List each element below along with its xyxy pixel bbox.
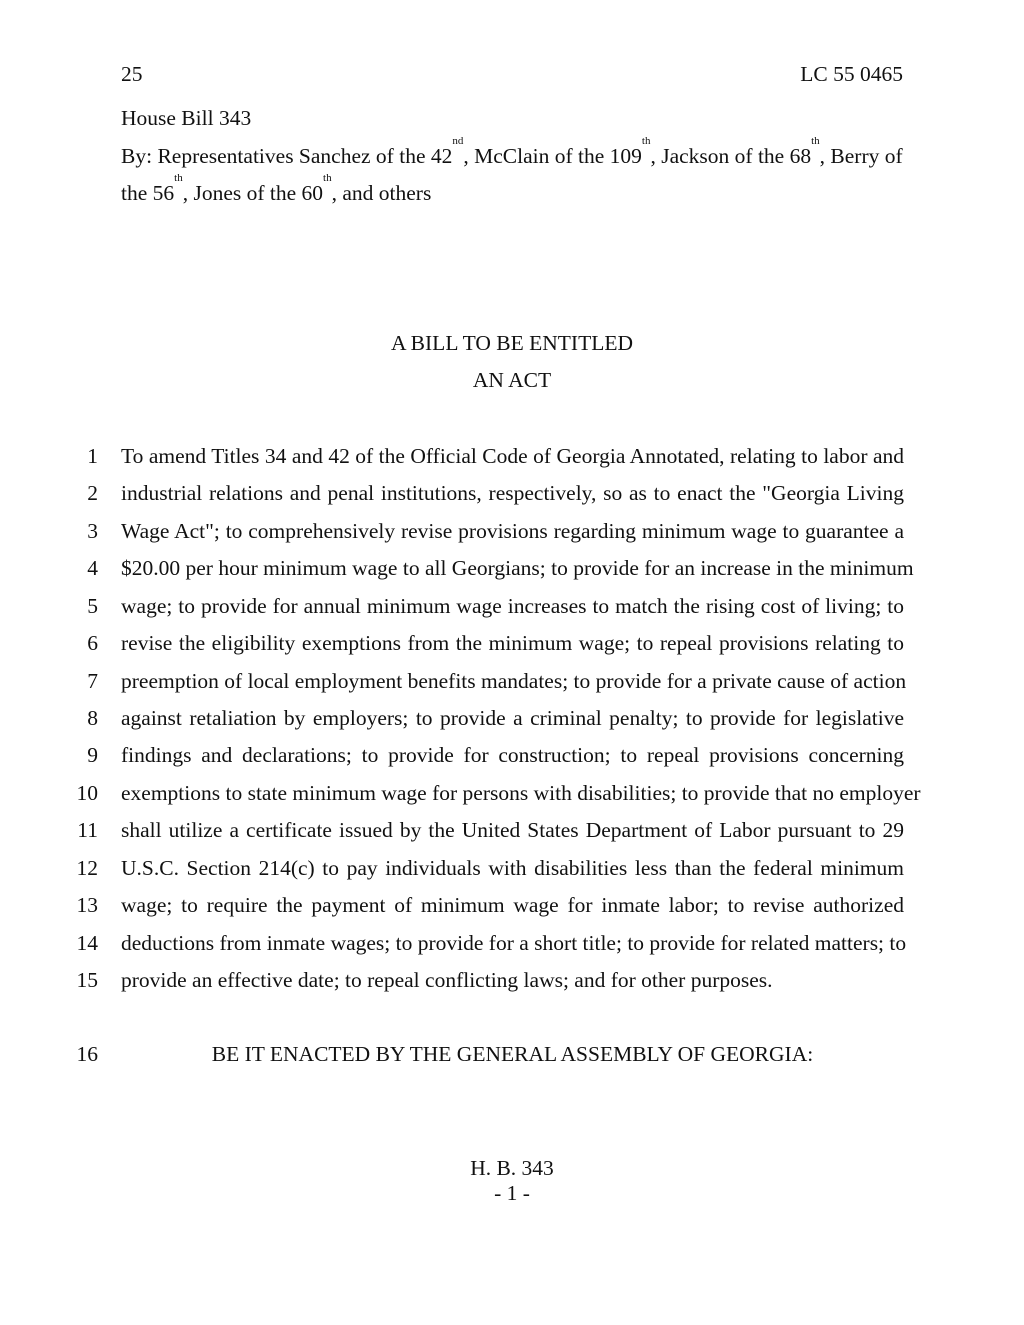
bill-body-line: Wage Act"; to comprehensively revise provisions regarding minimum wage to guarantee a [121, 519, 904, 543]
bill-label: House Bill 343 [121, 106, 252, 130]
line-number: 2 [87, 481, 98, 505]
line-number: 5 [87, 594, 98, 618]
bill-body-line: exemptions to state minimum wage for persons with disabilities; to provide that no employer [121, 781, 921, 805]
bill-body-line: provide an effective date; to repeal conflicting laws; and for other purposes. [121, 968, 773, 992]
lc-code: LC 55 0465 [800, 62, 903, 86]
line-number: 1 [87, 444, 98, 468]
enacting-clause: BE IT ENACTED BY THE GENERAL ASSEMBLY OF GEORGIA: [211, 1042, 814, 1066]
line-number: 15 [76, 968, 98, 992]
line-number: 14 [76, 931, 98, 955]
bill-body-line: findings and declarations; to provide for construction; to repeal provisions concerning [121, 743, 904, 767]
document-number: 25 [121, 62, 143, 86]
line-number: 7 [87, 669, 98, 693]
line-number: 6 [87, 631, 98, 655]
bill-title-subheading: AN ACT [472, 368, 552, 392]
footer-page-number: - 1 - [494, 1181, 530, 1205]
footer-bill-reference: H. B. 343 [470, 1156, 554, 1180]
sponsors-line-2: the 56th, Jones of the 60th, and others [121, 172, 432, 205]
bill-body-line: shall utilize a certificate issued by the United States Department of Labor pursuant to 29 [121, 818, 904, 842]
bill-body-line: deductions from inmate wages; to provide for a short title; to provide for related matters; to [121, 931, 907, 955]
bill-body-line: preemption of local employment benefits mandates; to provide for a private cause of action [121, 669, 907, 693]
line-number: 4 [87, 556, 98, 580]
bill-body-line: U.S.C. Section 214(c) to pay individuals with disabilities less than the federal minimum [121, 856, 904, 880]
bill-body-line: To amend Titles 34 and 42 of the Official Code of Georgia Annotated, relating to labor and [121, 444, 904, 468]
line-number: 8 [87, 706, 98, 730]
bill-title-heading: A BILL TO BE ENTITLED [390, 331, 634, 355]
bill-body-line: revise the eligibility exemptions from the minimum wage; to repeal provisions relating to [121, 631, 904, 655]
line-number: 12 [76, 856, 98, 880]
bill-body-line: wage; to require the payment of minimum wage for inmate labor; to revise authorized [121, 893, 904, 917]
line-number: 11 [77, 818, 98, 842]
line-number: 9 [87, 743, 98, 767]
line-number: 3 [87, 519, 98, 543]
line-number: 13 [76, 893, 98, 917]
line-number: 16 [76, 1042, 98, 1066]
bill-body-line: $20.00 per hour minimum wage to all Georgians; to provide for an increase in the minimum [121, 556, 914, 580]
line-number: 10 [76, 781, 98, 805]
bill-body-line: wage; to provide for annual minimum wage increases to match the rising cost of living; to [121, 594, 904, 618]
bill-body-line: industrial relations and penal institutions, respectively, so as to enact the "Georgia Living [121, 481, 904, 505]
bill-body-line: against retaliation by employers; to provide a criminal penalty; to provide for legislative [121, 706, 904, 730]
sponsors-line-1: By: Representatives Sanchez of the 42nd, McClain of the 109th, Jackson of the 68th, Berry of [121, 135, 903, 168]
